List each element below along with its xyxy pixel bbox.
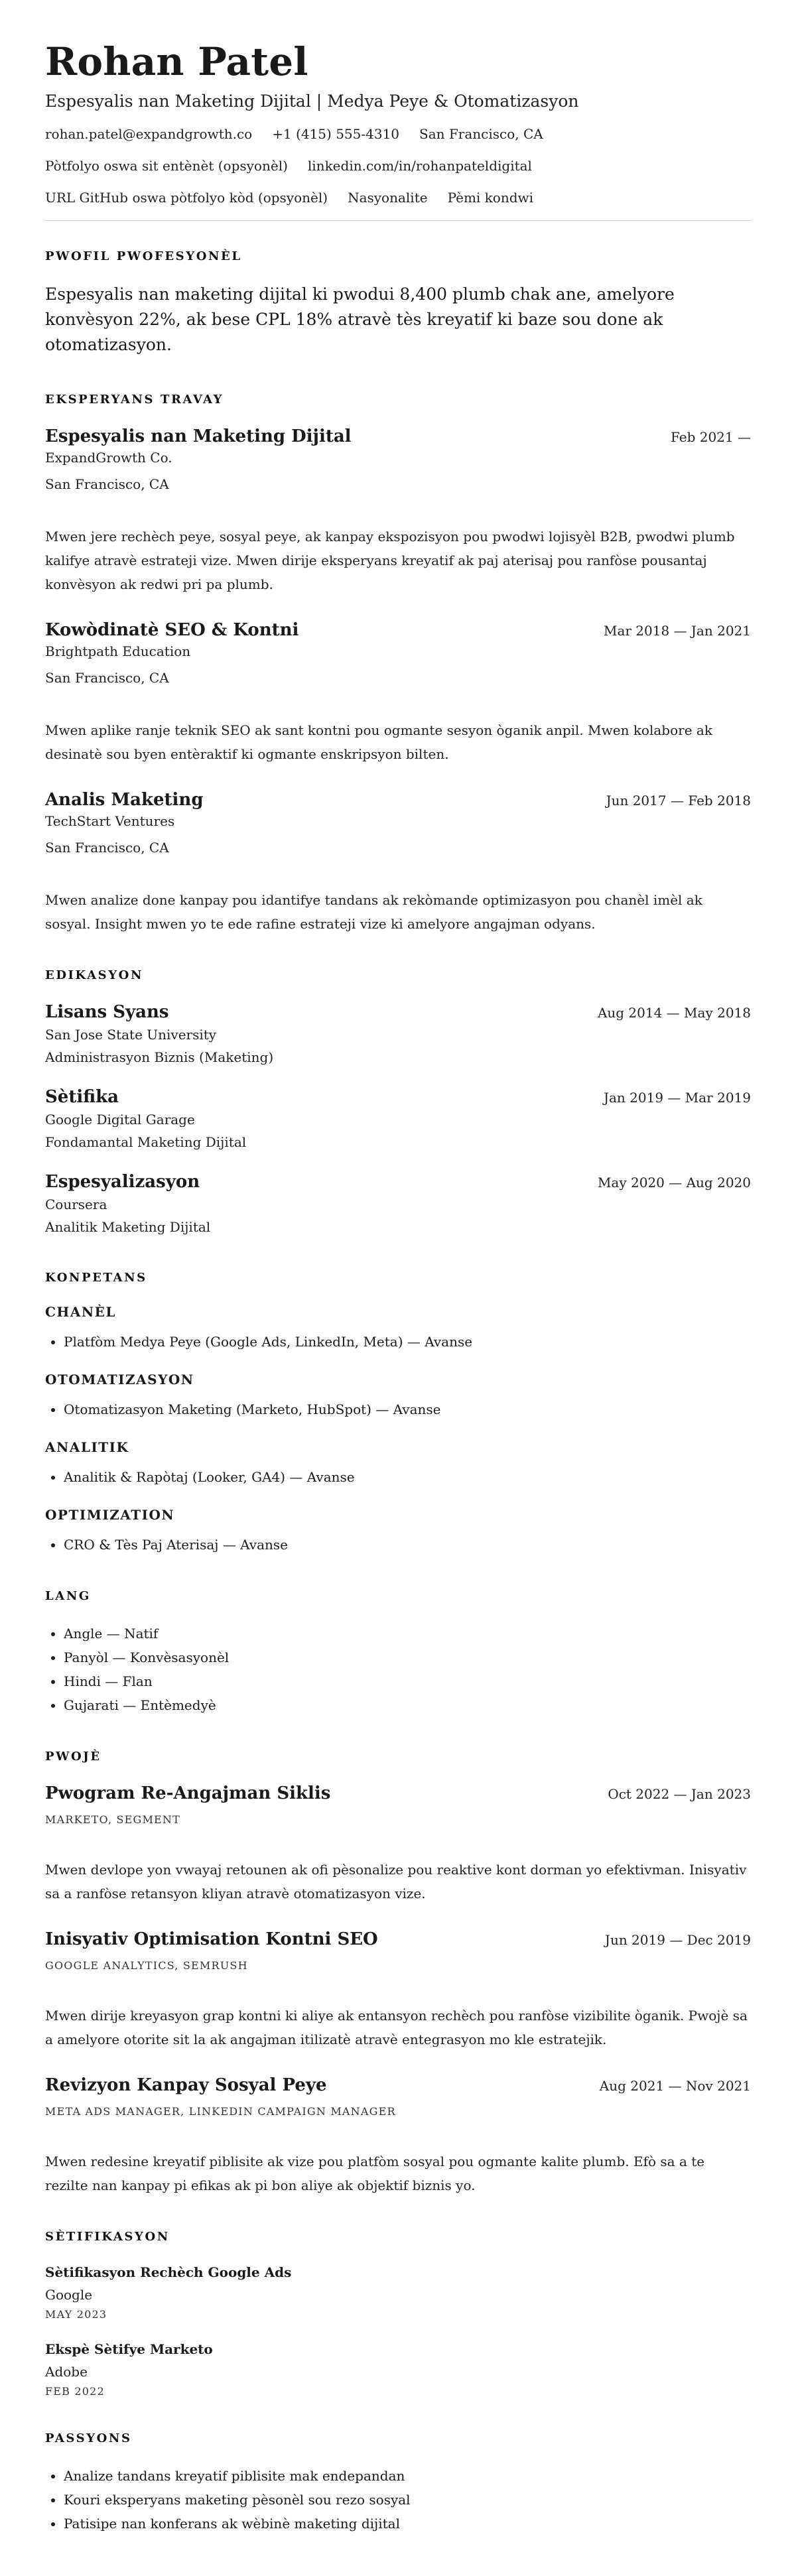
contact-row-1 xyxy=(45,125,751,143)
email-link[interactable]: rohan.patel@expandgrowth.co xyxy=(45,126,253,142)
language-item: • Panyòl — Konvèsasyonèl xyxy=(64,1645,751,1669)
education-item xyxy=(45,1171,751,1238)
project-tools: META ADS MANAGER, LINKEDIN CAMPAIGN MANAGER xyxy=(45,2105,396,2118)
project-item xyxy=(45,1928,751,2051)
experience-item xyxy=(45,425,751,596)
field-of-study: Administrasyon Biznis (Maketing) xyxy=(45,1049,274,1065)
company-name: ExpandGrowth Co. xyxy=(45,450,172,466)
education-item xyxy=(45,1001,751,1068)
summary-heading: PWOFIL PWOFESYONÈL xyxy=(45,249,242,263)
language-list xyxy=(45,1622,751,1717)
language-item: • Gujarati — Entèmedyè xyxy=(64,1693,751,1717)
job-description: Mwen aplike ranje teknik SEO ak sant kontni pou ogmante sesyon òganik anpil. Mwen kolabore ak desinatè sou byen entèraktif ki ogmante enskripsyon bilten. xyxy=(45,722,712,762)
job-title: Analis Maketing xyxy=(45,790,204,810)
certification-issuer: Adobe xyxy=(45,2364,88,2380)
languages-heading: LANG xyxy=(45,1589,91,1603)
experience-item xyxy=(45,619,751,766)
certification-name: Ekspè Sètifye Marketo xyxy=(45,2341,213,2357)
experience-heading: EKSPERYANS TRAVAY xyxy=(45,393,224,407)
summary-text: Espesyalis nan maketing dijital ki pwodui 8,400 plumb chak ane, amelyore konvèsyon 22%, ak bese CPL 18% atravè tès kreyatif ki baze sou done ak otomatizasyon. xyxy=(45,285,675,354)
skill-item: • Platfòm Medya Peye (Google Ads, LinkedIn, Meta) — Avanse xyxy=(64,1330,751,1354)
job-location: San Francisco, CA xyxy=(45,840,169,856)
project-description: Mwen dirije kreyasyon grap kontni ki aliye ak entansyon rechèch pou ranfòse vizibilite òganik. Pwojè sa a amelyore otorite sit la ak angajman itilizatè atravè entegrasyon mo kle estratejik. xyxy=(45,2008,748,2047)
field-of-study: Fondamantal Maketing Dijital xyxy=(45,1134,247,1150)
job-title: Kowòdinatè SEO & Kontni xyxy=(45,620,299,640)
degree-title: Espesyalizasyon xyxy=(45,1172,200,1192)
school-name: San Jose State University xyxy=(45,1027,217,1043)
certification-item xyxy=(45,2339,751,2399)
job-location: San Francisco, CA xyxy=(45,670,169,686)
job-title: Espesyalis nan Maketing Dijital xyxy=(45,426,352,446)
contact-row-2 xyxy=(45,157,751,175)
skill-category-title: CHANÈL xyxy=(45,1304,116,1320)
certification-name: Sètifikasyon Rechèch Google Ads xyxy=(45,2264,292,2280)
project-name: Pwogram Re-Angajman Siklis xyxy=(45,1783,331,1803)
skill-item: • Analitik & Rapòtaj (Looker, GA4) — Avanse xyxy=(64,1465,751,1489)
education-dates: Aug 2014 — May 2018 xyxy=(597,1005,751,1021)
project-description: Mwen redesine kreyatif piblisite ak vize pou platfòm sosyal pou ogmante kalite plumb. Efò sa a te rezilte nan kanpay pi efikas ak pi bon aliye ak objektif biznis yo. xyxy=(45,2154,705,2193)
projects-heading: PWOJÈ xyxy=(45,1750,101,1764)
job-dates: Feb 2021 — xyxy=(670,429,751,445)
project-item xyxy=(45,2074,751,2197)
education-item xyxy=(45,1086,751,1153)
project-tools: MARKETO, SEGMENT xyxy=(45,1813,180,1826)
skill-category-title: ANALITIK xyxy=(45,1439,129,1455)
skill-list xyxy=(45,1330,751,1354)
project-name: Inisyativ Optimisation Kontni SEO xyxy=(45,1929,378,1949)
school-name: Coursera xyxy=(45,1196,107,1212)
portfolio-link[interactable]: Pòtfolyo oswa sit entènèt (opsyonèl) xyxy=(45,158,288,174)
skill-item: • CRO & Tès Paj Aterisaj — Avanse xyxy=(64,1533,751,1557)
certification-issuer: Google xyxy=(45,2287,93,2303)
skills-heading: KONPETANS xyxy=(45,1271,147,1285)
project-dates: Jun 2019 — Dec 2019 xyxy=(604,1932,751,1948)
candidate-headline: Espesyalis nan Maketing Dijital | Medya Peye & Otomatizasyon xyxy=(45,92,579,111)
certification-date: FEB 2022 xyxy=(45,2385,105,2398)
language-item: • Hindi — Flan xyxy=(64,1669,751,1693)
project-dates: Oct 2022 — Jan 2023 xyxy=(608,1786,751,1802)
interest-item: • Kouri eksperyans maketing pèsonèl sou rezo sosyal xyxy=(64,2488,751,2512)
interest-item: • Analize tandans kreyatif piblisite mak endepandan xyxy=(64,2464,751,2488)
project-item xyxy=(45,1782,751,1905)
location-text: San Francisco, CA xyxy=(419,126,543,142)
skill-category-title: OTOMATIZASYON xyxy=(45,1372,194,1387)
nationality-text: Nasyonalite xyxy=(348,190,428,206)
job-location: San Francisco, CA xyxy=(45,476,169,492)
interest-item: • Patisipe nan konferans ak wèbinè maketing dijital xyxy=(64,2512,751,2536)
certification-item xyxy=(45,2262,751,2322)
interest-list xyxy=(45,2464,751,2536)
company-name: TechStart Ventures xyxy=(45,813,175,829)
certifications-heading: SÈTIFIKASYON xyxy=(45,2230,170,2244)
skill-category-title: OPTIMIZATION xyxy=(45,1507,175,1523)
language-item: • Angle — Natif xyxy=(64,1622,751,1645)
header-divider xyxy=(45,220,751,221)
candidate-name: Rohan Patel xyxy=(45,39,308,84)
linkedin-link[interactable]: linkedin.com/in/rohanpateldigital xyxy=(307,158,532,174)
project-name: Revizyon Kanpay Sosyal Peye xyxy=(45,2075,327,2095)
company-name: Brightpath Education xyxy=(45,643,191,659)
degree-title: Sètifika xyxy=(45,1087,119,1107)
field-of-study: Analitik Maketing Dijital xyxy=(45,1219,211,1235)
phone-link[interactable]: +1 (415) 555-4310 xyxy=(272,126,400,142)
school-name: Google Digital Garage xyxy=(45,1112,195,1127)
project-tools: GOOGLE ANALYTICS, SEMRUSH xyxy=(45,1959,248,1972)
project-dates: Aug 2021 — Nov 2021 xyxy=(599,2078,751,2094)
project-description: Mwen devlope yon vwayaj retounen ak ofi pèsonalize pou reaktive kont dorman yo efektivman. Inisyativ sa a ranfòse retansyon kliyan atravè otomatizasyon vize. xyxy=(45,1862,747,1901)
contact-row-3 xyxy=(45,188,751,207)
skill-list xyxy=(45,1533,751,1557)
experience-item xyxy=(45,789,751,936)
skill-list xyxy=(45,1465,751,1489)
skill-item: • Otomatizasyon Maketing (Marketo, HubSpot) — Avanse xyxy=(64,1397,751,1421)
job-description: Mwen analize done kanpay pou idantifye tandans ak rekòmande optimizasyon pou chanèl imèl ak sosyal. Insight mwen yo te ede rafine estrateji vize ki amelyore angajman odyans. xyxy=(45,892,702,932)
interests-heading: PASSYONS xyxy=(45,2431,132,2445)
degree-title: Lisans Syans xyxy=(45,1002,169,1022)
education-heading: EDIKASYON xyxy=(45,968,144,982)
skill-list xyxy=(45,1397,751,1421)
job-description: Mwen jere rechèch peye, sosyal peye, ak kanpay ekspozisyon pou pwodwi lojisyèl B2B, pwodwi plumb kalifye atravè estrateji vize. Mwen dirije eksperyans kreyatif ak paj aterisaj pou ranfòse pousantaj konvèsyon ak redwi pri pa plumb. xyxy=(45,529,735,592)
drivers-license-text: Pèmi kondwi xyxy=(447,190,534,206)
certification-date: MAY 2023 xyxy=(45,2308,107,2321)
job-dates: Mar 2018 — Jan 2021 xyxy=(603,623,751,639)
education-dates: Jan 2019 — Mar 2019 xyxy=(603,1090,751,1106)
github-link[interactable]: URL GitHub oswa pòtfolyo kòd (opsyonèl) xyxy=(45,190,328,206)
education-dates: May 2020 — Aug 2020 xyxy=(597,1175,751,1191)
job-dates: Jun 2017 — Feb 2018 xyxy=(606,793,751,808)
